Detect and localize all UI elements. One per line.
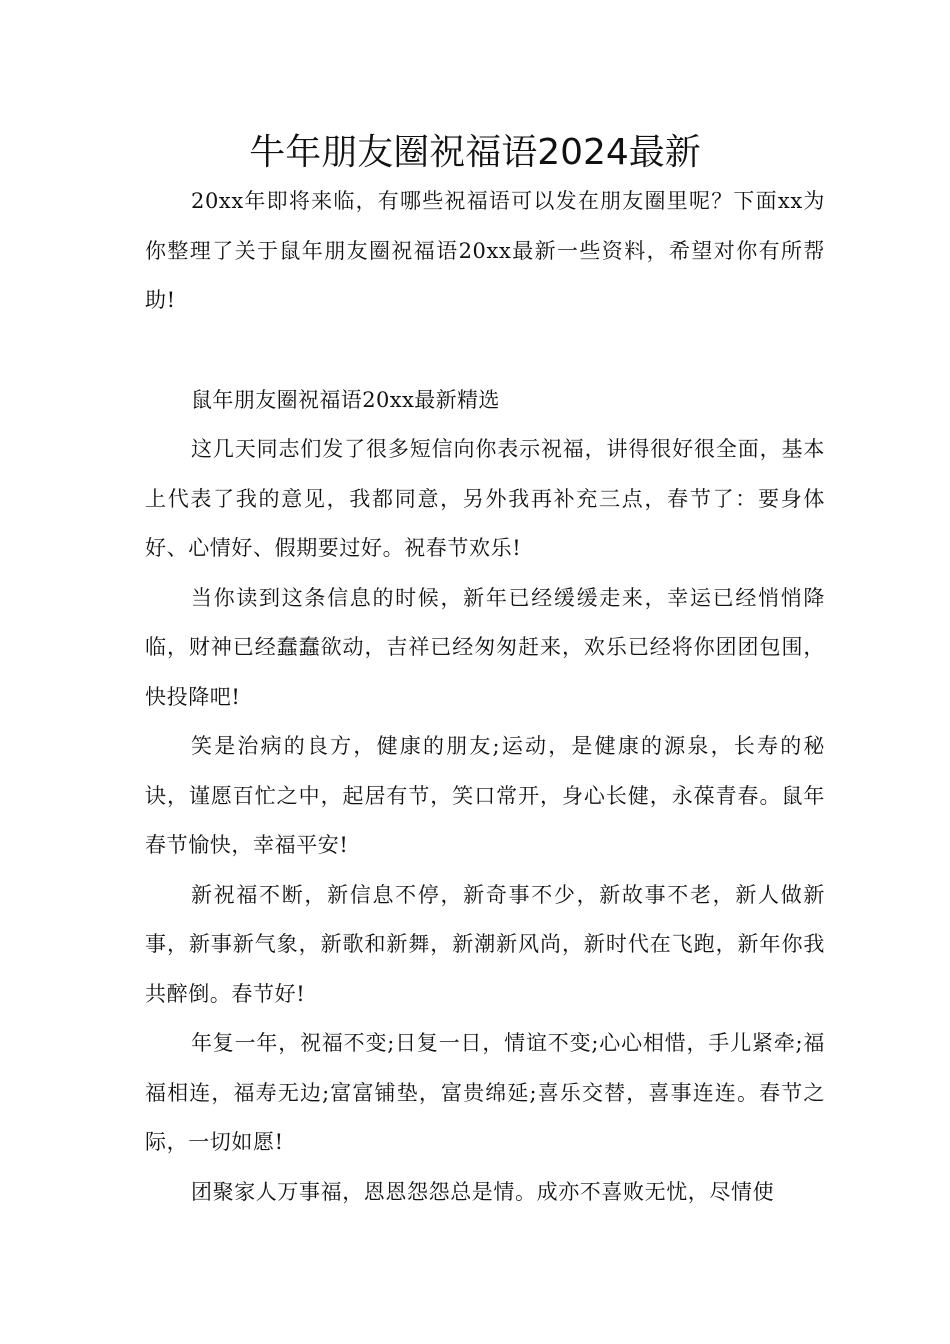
body-paragraph: 当你读到这条信息的时候，新年已经缓缓走来，幸运已经悄悄降临，财神已经蠢蠢欲动，吉祥已经匆匆赶来，欢乐已经将你团团包围，快投降吧! [145, 585, 825, 709]
body-paragraph: 这几天同志们发了很多短信向你表示祝福，讲得很好很全面，基本上代表了我的意见，我都同意，另外我再补充三点，春节了：要身体好、心情好、假期要过好。祝春节欢乐! [145, 437, 825, 560]
blank-line [145, 326, 825, 376]
body-paragraph: 笑是治病的良方，健康的朋友;运动，是健康的源泉，长寿的秘诀，谨愿百忙之中，起居有节，笑口常开，身心长健，永葆青春。鼠年春节愉快，幸福平安! [145, 734, 825, 857]
document-body [145, 177, 825, 1217]
body-paragraph: 年复一年，祝福不变;日复一日，情谊不变;心心相惜，手儿紧牵;福福相连，福寿无边;富富铺垫，富贵绵延;喜乐交替，喜事连连。春节之际，一切如愿! [145, 1031, 825, 1154]
document-title: 牛年朋友圈祝福语2024最新 [249, 132, 701, 173]
body-paragraph: 新祝福不断，新信息不停，新奇事不少，新故事不老，新人做新事，新事新气象，新歌和新舞，新潮新风尚，新时代在飞跑，新年你我共醉倒。春节好! [145, 882, 825, 1006]
body-paragraph: 团聚家人万事福，恩恩怨怨总是情。成亦不喜败无忧，尽情使 [191, 1179, 775, 1204]
intro-paragraph: 20xx年即将来临，有哪些祝福语可以发在朋友圈里呢？下面xx为你整理了关于鼠年朋友圈祝福语20xx最新一些资料，希望对你有所帮助! [145, 189, 825, 312]
section-heading: 鼠年朋友圈祝福语20xx最新精选 [191, 387, 500, 412]
